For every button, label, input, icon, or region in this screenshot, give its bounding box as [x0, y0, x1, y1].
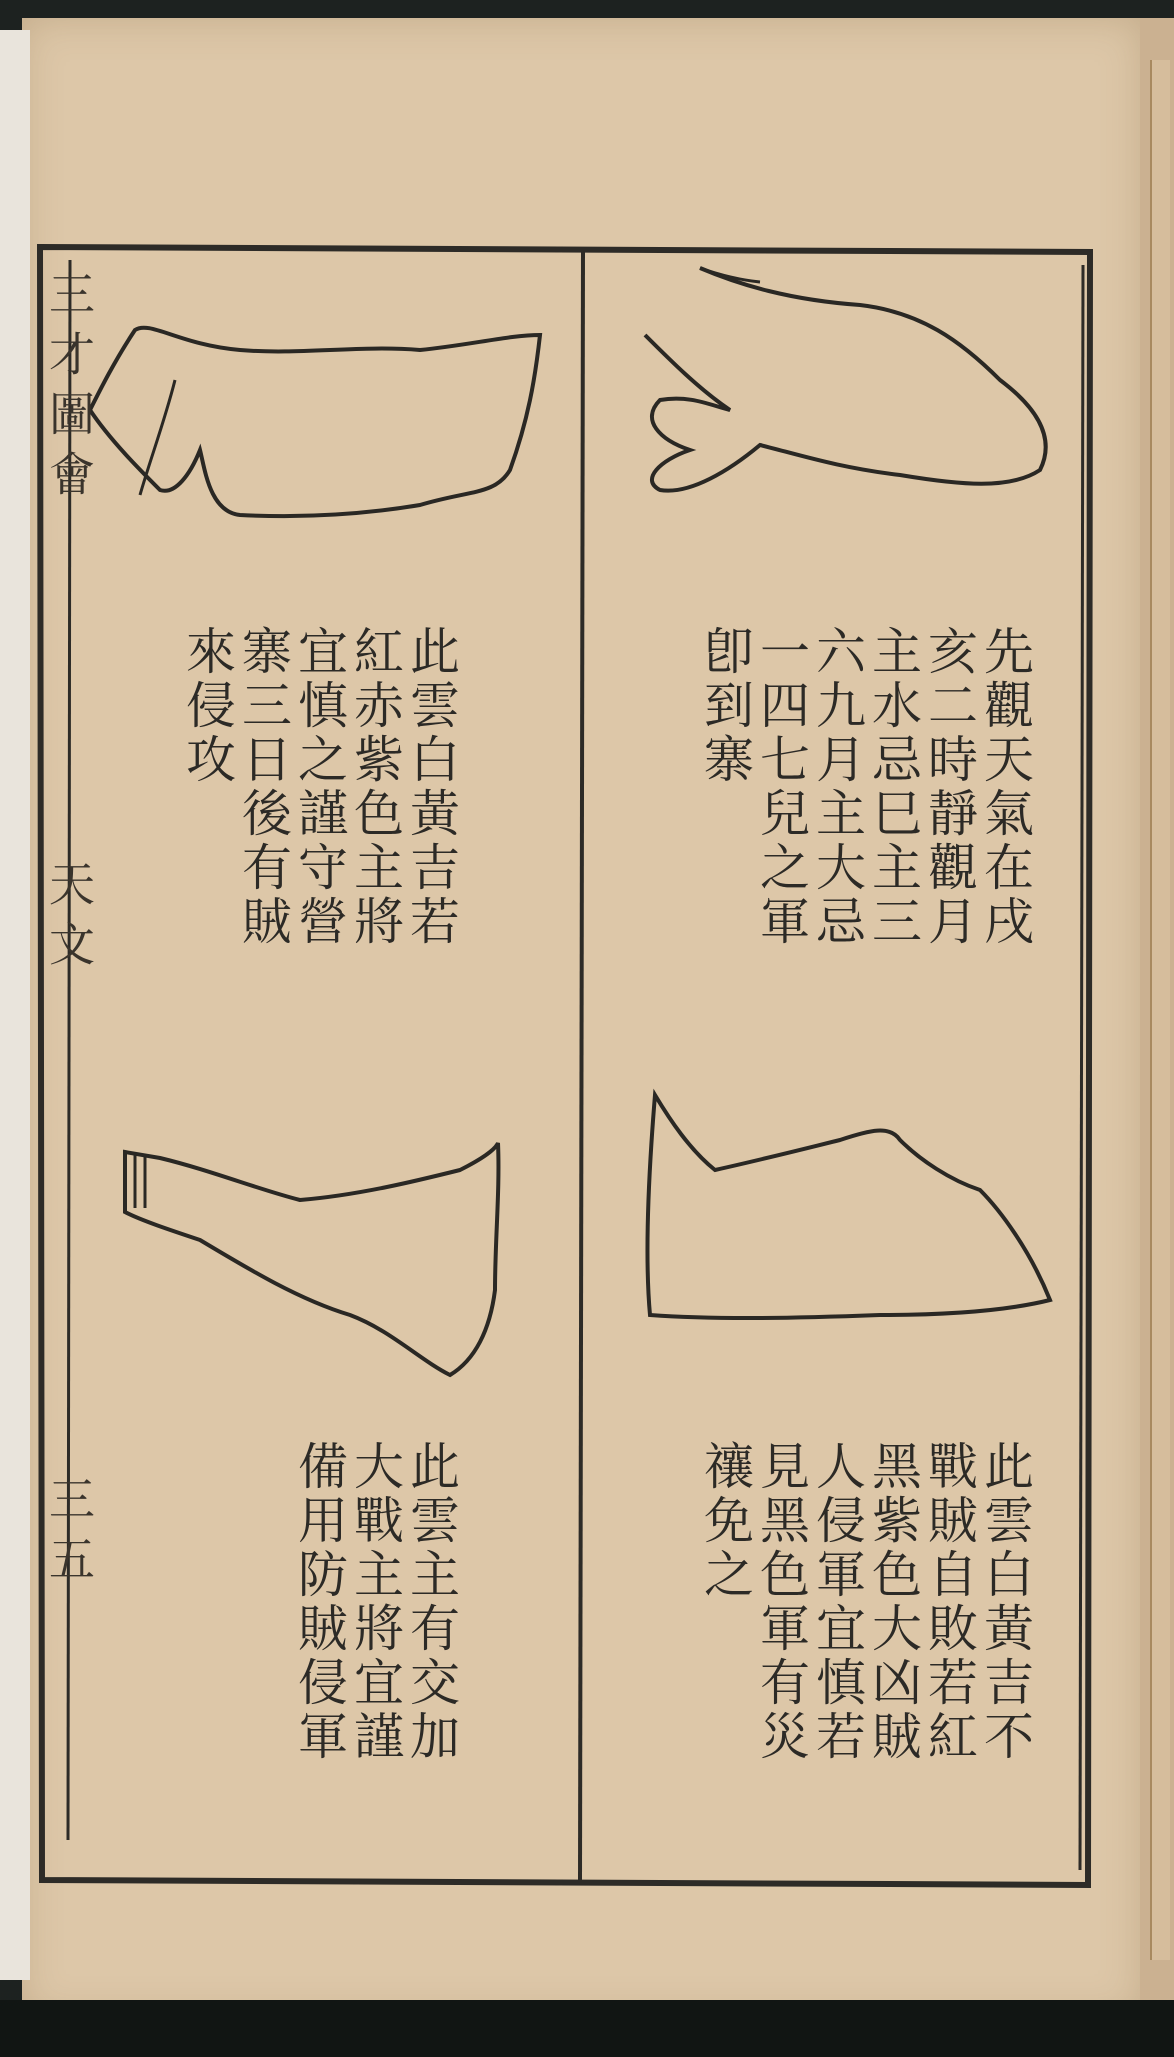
margin-folio: 三五 [42, 1475, 96, 1595]
margin-section: 天文 [42, 860, 96, 980]
text-column: 此雲白黃吉若 [402, 625, 460, 949]
text-column: 備用防賊侵軍 [290, 1440, 348, 1764]
margin-title: 三才圖會 [42, 270, 96, 510]
text-column: 先觀天氣在戌 [976, 625, 1034, 949]
inner-border-right [1080, 265, 1083, 1870]
center-divider [580, 250, 583, 1880]
cloud-drawing-2 [645, 268, 1046, 491]
text-column: 六九月主大忌 [808, 625, 866, 949]
text-column: 寨三日後有賊 [234, 625, 292, 949]
text-column: 一四七兒之軍 [752, 625, 810, 949]
text-column: 大戰主將宜謹 [346, 1440, 404, 1764]
text-column: 宜慎之謹守營 [290, 625, 348, 949]
text-column: 亥二時靜觀月 [920, 625, 978, 949]
text-column: 見黑色軍有災 [752, 1440, 810, 1764]
text-column: 主水忌巳主三 [864, 625, 922, 949]
text-column: 禳免之 [696, 1440, 754, 1602]
text-column: 人侵軍宜慎若 [808, 1440, 866, 1764]
cloud-drawing-3 [125, 1143, 498, 1375]
text-column: 此雲主有交加 [402, 1440, 460, 1764]
text-column: 紅赤紫色主將 [346, 625, 404, 949]
text-column: 黑紫色大凶賊 [864, 1440, 922, 1764]
cloud-drawing-4 [648, 1095, 1050, 1318]
text-column: 戰賊自敗若紅 [920, 1440, 978, 1764]
text-column: 卽到寨 [696, 625, 754, 787]
cloud-drawing-1 [90, 328, 540, 516]
text-column: 來侵攻 [178, 625, 236, 787]
text-column: 此雲白黃吉不 [976, 1440, 1034, 1764]
